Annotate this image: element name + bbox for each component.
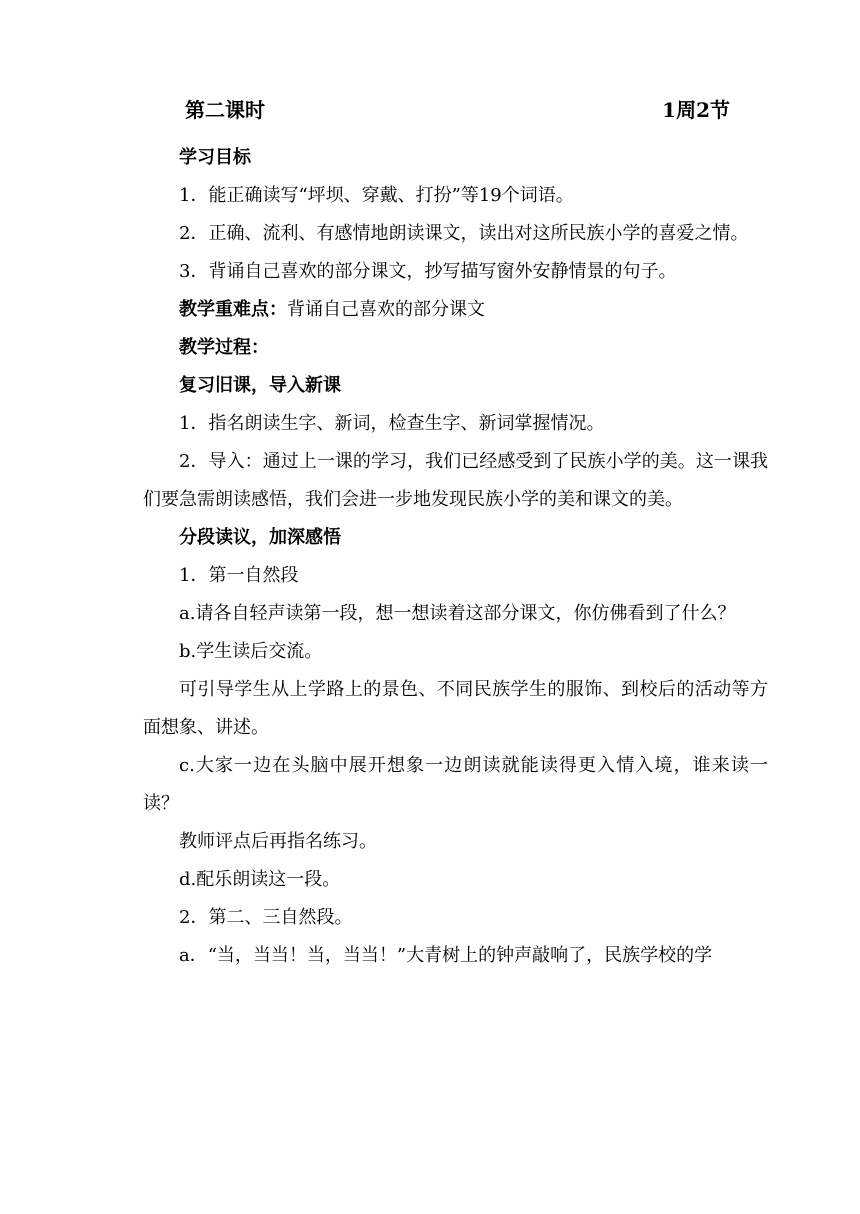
process-heading: 教学过程：: [179, 337, 269, 358]
key-points-line: [143, 291, 768, 329]
para1-step-a: a.请各自轻声读第一段，想一想读着这部分课文，你仿佛看到了什么？: [179, 603, 736, 624]
review-item-1: 1．指名朗读生字、新词，检查生字、新词掌握情况。: [179, 413, 605, 434]
para1-evaluation: 教师评点后再指名练习。: [179, 831, 377, 852]
review-heading: 复习旧课，导入新课: [179, 375, 341, 396]
key-points-label: 教学重难点：: [179, 299, 287, 320]
para1-title: 1．第一自然段: [179, 565, 299, 586]
para1-step-b: b.学生读后交流。: [179, 641, 323, 662]
section-heading: 分段读议，加深感悟: [179, 527, 341, 548]
para1-step-c: c.大家一边在头脑中展开想象一边朗读就能读得更入情入境，谁来读一读？: [143, 755, 768, 814]
goal-item-3: 3．背诵自己喜欢的部分课文，抄写描写窗外安静情景的句子。: [179, 261, 677, 282]
para1-guide: 可引导学生从上学路上的景色、不同民族学生的服饰、到校后的活动等方面想象、讲述。: [143, 679, 768, 738]
key-points-text: 背诵自己喜欢的部分课文: [287, 299, 485, 320]
lesson-schedule: 1周2节: [662, 98, 730, 122]
para1-step-d: d.配乐朗读这一段。: [179, 869, 341, 890]
para2-title: 2．第二、三自然段。: [179, 907, 353, 928]
review-item-2: 2．导入：通过上一课的学习，我们已经感受到了民族小学的美。这一课我们要急需朗读感悟，我们会进一步地发现民族小学的美和课文的美。: [143, 451, 768, 510]
lesson-title: 第二课时: [185, 98, 265, 122]
goal-item-2: 2．正确、流利、有感情地朗读课文，读出对这所民族小学的喜爱之情。: [179, 223, 749, 244]
goals-heading: 学习目标: [179, 147, 251, 168]
document-body: [143, 139, 768, 975]
goal-item-1: 1．能正确读写“坪坝、穿戴、打扮”等19个词语。: [179, 185, 574, 206]
para2-step-a: a．“当，当当！当，当当！”大青树上的钟声敲响了，民族学校的学: [179, 945, 713, 966]
lesson-header: [185, 94, 730, 128]
